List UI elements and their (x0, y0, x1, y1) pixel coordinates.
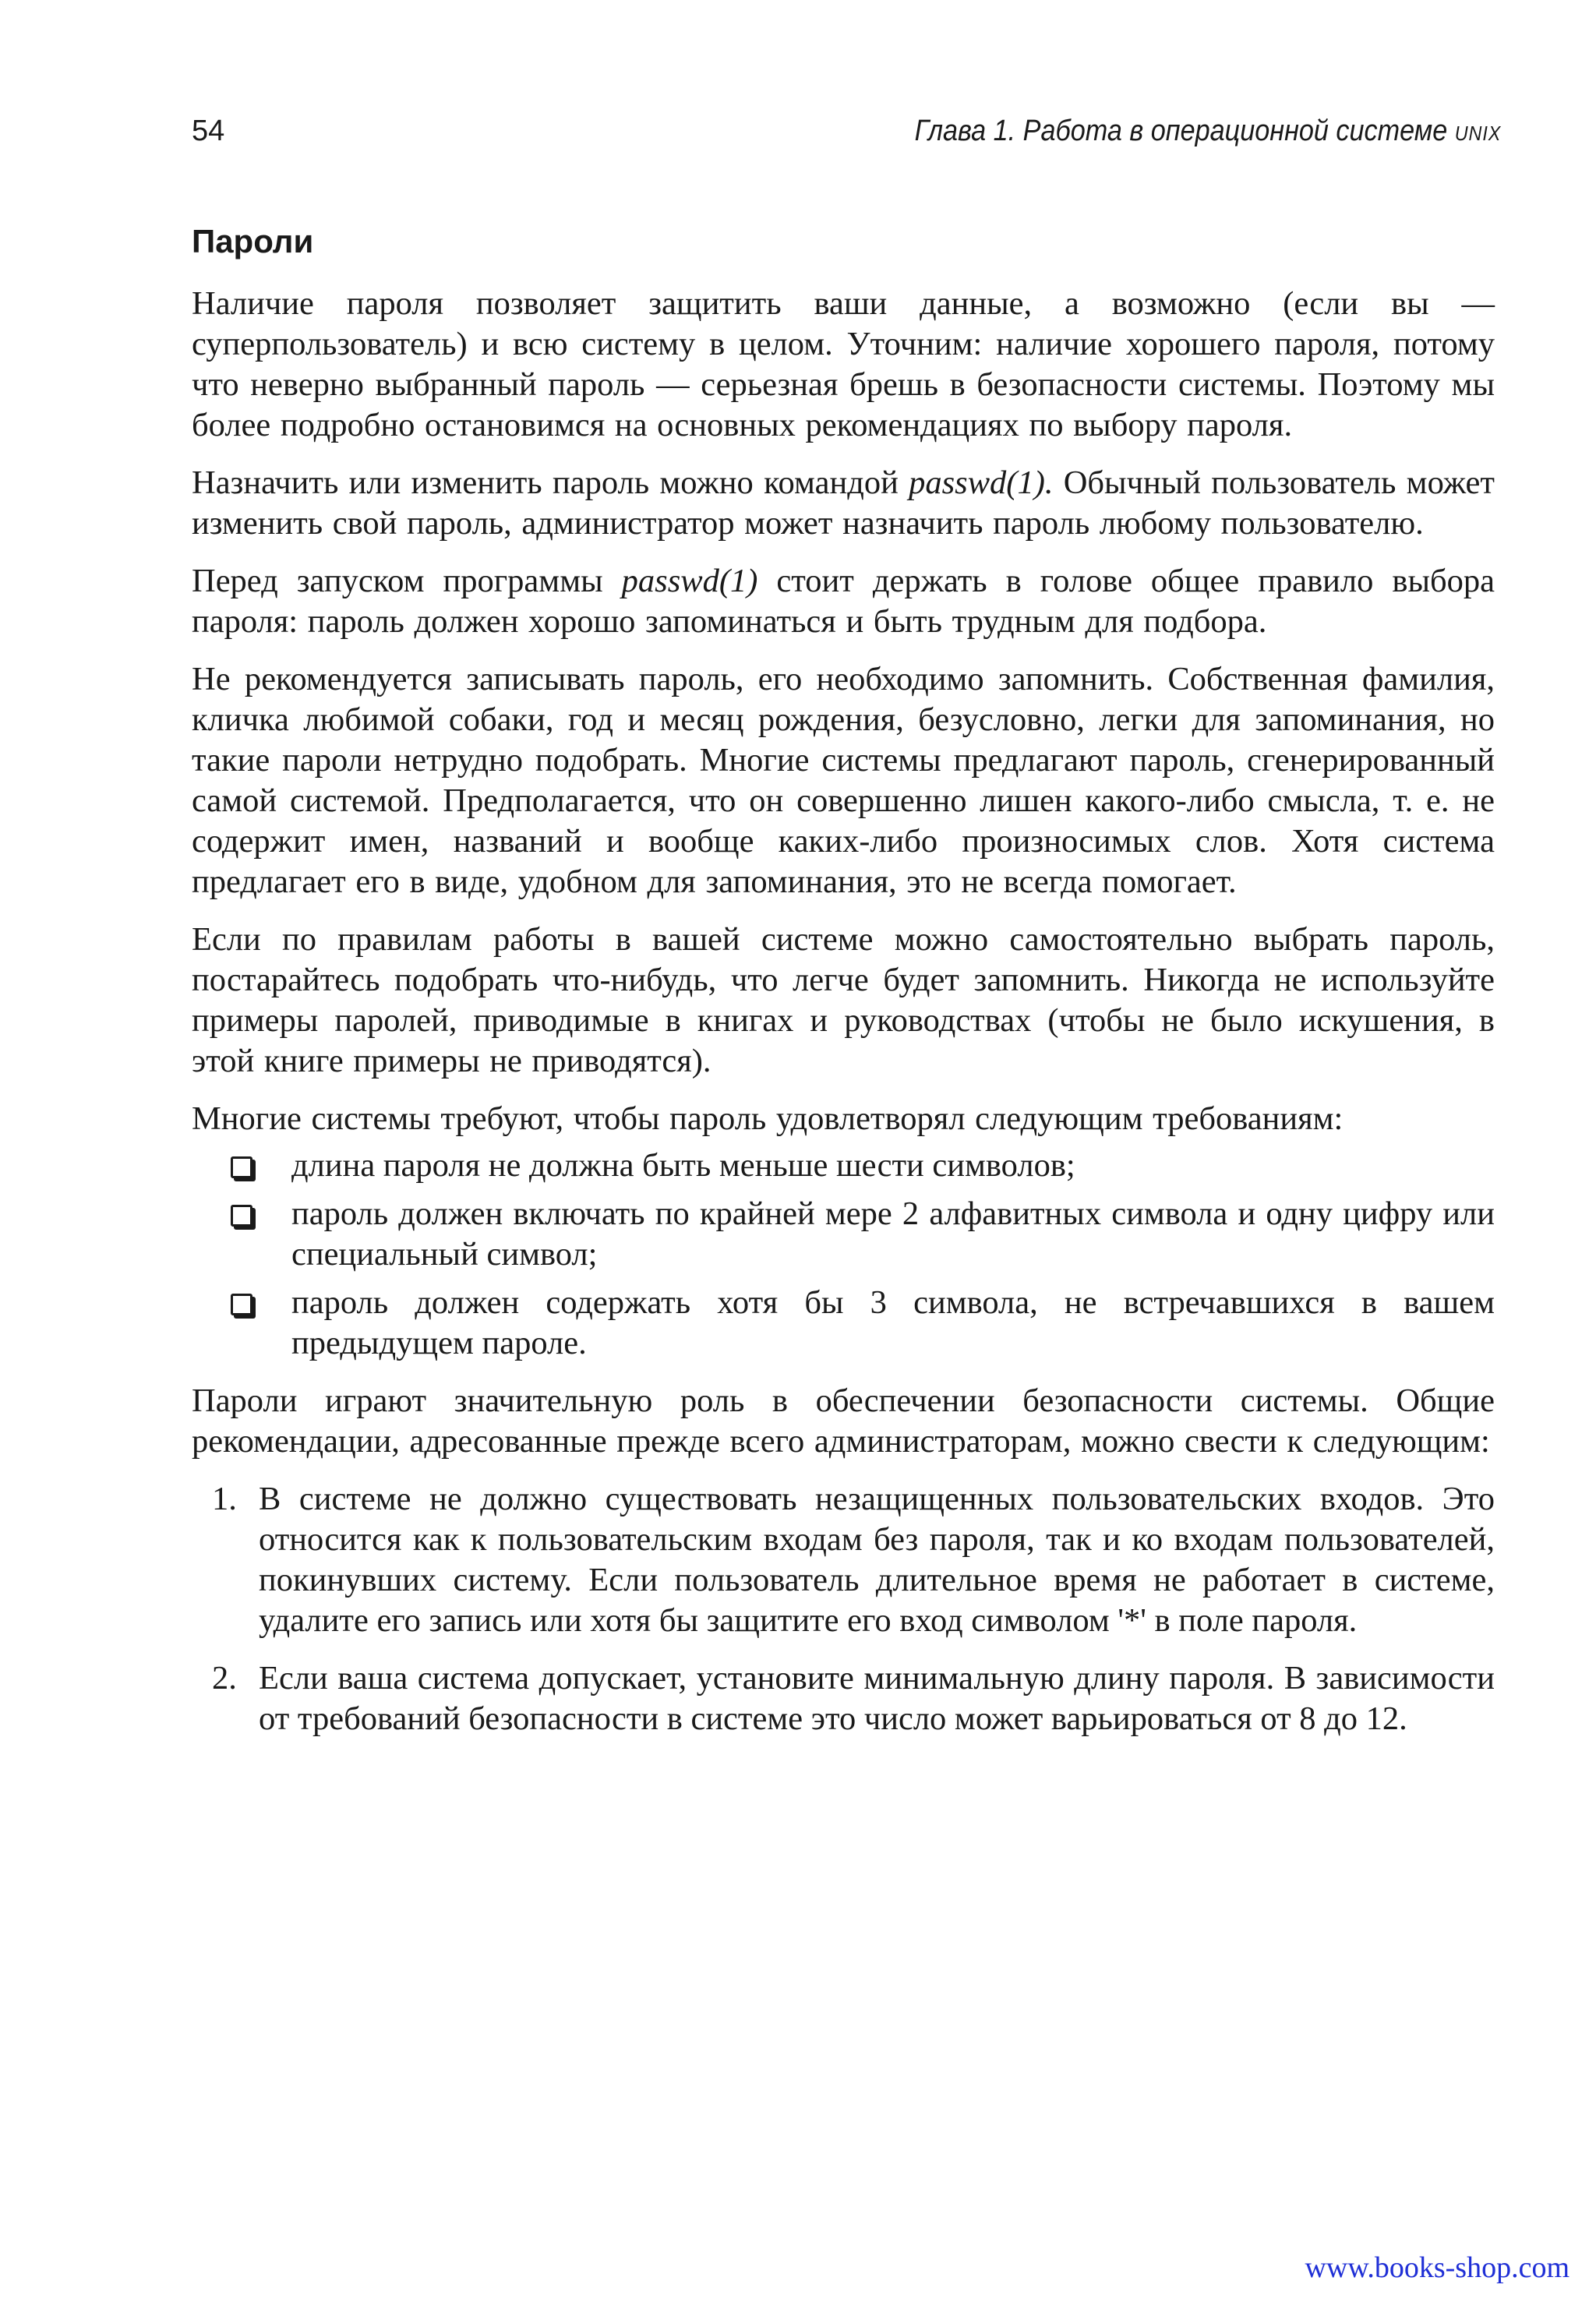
list-number: 2. (212, 1660, 237, 1696)
page-number: 54 (192, 115, 225, 147)
passwd-command: passwd(1) (621, 563, 758, 599)
paragraph-3-lead: Перед запуском программы (192, 563, 622, 599)
checkbox-bullet-icon (231, 1294, 252, 1315)
list-item (192, 1658, 1495, 1739)
chapter-title-text: Глава 1. Работа в операционной системе (914, 115, 1455, 147)
paragraph-1: Наличие пароля позволяет защитить ваши данные, а возможно (если вы — суперпользователь) и всю систему в целом. Уточним: наличие хорошего пароля, потому что неверно выбранный пароль — серьезная брешь в безопасности системы. Поэтому мы более подробно остановимся на основных рекомендациях по выбору пароля. (192, 285, 1495, 443)
chapter-title (914, 108, 1501, 157)
recommendations-list (192, 1479, 1495, 1739)
paragraph-7: Пароли играют значительную роль в обеспечении безопасности системы. Общие рекомендации, адресованные прежде всего администраторам, можно свести к следующим: (192, 1382, 1495, 1460)
list-item (192, 1283, 1495, 1364)
list-item (192, 1146, 1495, 1186)
paragraph-3 (192, 561, 1495, 642)
section-title: Пароли (192, 223, 314, 260)
list-item-text: пароль должен содержать хотя бы 3 символа, не встречавшихся в вашем предыдущем пароле. (291, 1284, 1495, 1361)
paragraph-2 (192, 463, 1495, 544)
body-text (192, 284, 1495, 1757)
chapter-title-os: UNIX (1454, 122, 1501, 145)
paragraph-3-rest: стоит держать в голове общее правило выбора пароля: пароль должен хорошо запоминаться и быть трудным для подбора. (192, 563, 1495, 640)
list-item-text: В системе не должно существовать незащищенных пользовательских входов. Это относится как к пользовательским входам без пароля, так и ко входам пользователей, покинувших систему. Если пользователь длительное время не работает в системе, удалите его запись или хотя бы защитите его вход символом '*' в поле пароля. (259, 1481, 1495, 1639)
checkbox-bullet-icon (231, 1205, 252, 1227)
paragraph-2-lead: Назначить или изменить пароль можно командой (192, 464, 909, 501)
requirements-list (192, 1146, 1495, 1364)
paragraph-5: Если по правилам работы в вашей системе можно самостоятельно выбрать пароль, постарайтесь подобрать что-нибудь, что легче будет запомнить. Никогда не используйте примеры паролей, приводимые в книгах и руководствах (чтобы не было искушения, в этой книге примеры не приводятся). (192, 921, 1495, 1079)
list-item (192, 1194, 1495, 1275)
running-header (192, 108, 1501, 154)
paragraph-2-rest: Обычный пользователь может изменить свой пароль, администратор может назначить пароль любому пользователю. (192, 464, 1495, 542)
checkbox-bullet-icon (231, 1156, 252, 1178)
passwd-command: passwd(1). (909, 464, 1054, 501)
paragraph-6: Многие системы требуют, чтобы пароль удовлетворял следующим требованиям: (192, 1100, 1344, 1137)
paragraph-4: Не рекомендуется записывать пароль, его необходимо запомнить. Собственная фамилия, кличка любимой собаки, год и месяц рождения, безусловно, легки для запоминания, но такие пароли нетрудно подобрать. Многие системы предлагают пароль, сгенерированный самой системой. Предполагается, что он совершенно лишен какого-либо смысла, т. е. не содержит имен, названий и вообще каких-либо произносимых слов. Хотя система предлагает его в виде, удобном для запоминания, это не всегда помогает. (192, 661, 1495, 900)
list-item-text: пароль должен включать по крайней мере 2 алфавитных символа и одну цифру или специальный символ; (291, 1195, 1495, 1273)
list-item (192, 1479, 1495, 1641)
list-number: 1. (212, 1481, 237, 1517)
list-item-text: Если ваша система допускает, установите минимальную длину пароля. В зависимости от требований безопасности в системе это число может варьироваться от 8 до 12. (259, 1660, 1495, 1737)
list-item-text: длина пароля не должна быть меньше шести символов; (291, 1147, 1075, 1184)
footer-link[interactable]: www.books-shop.com (1305, 2251, 1570, 2284)
